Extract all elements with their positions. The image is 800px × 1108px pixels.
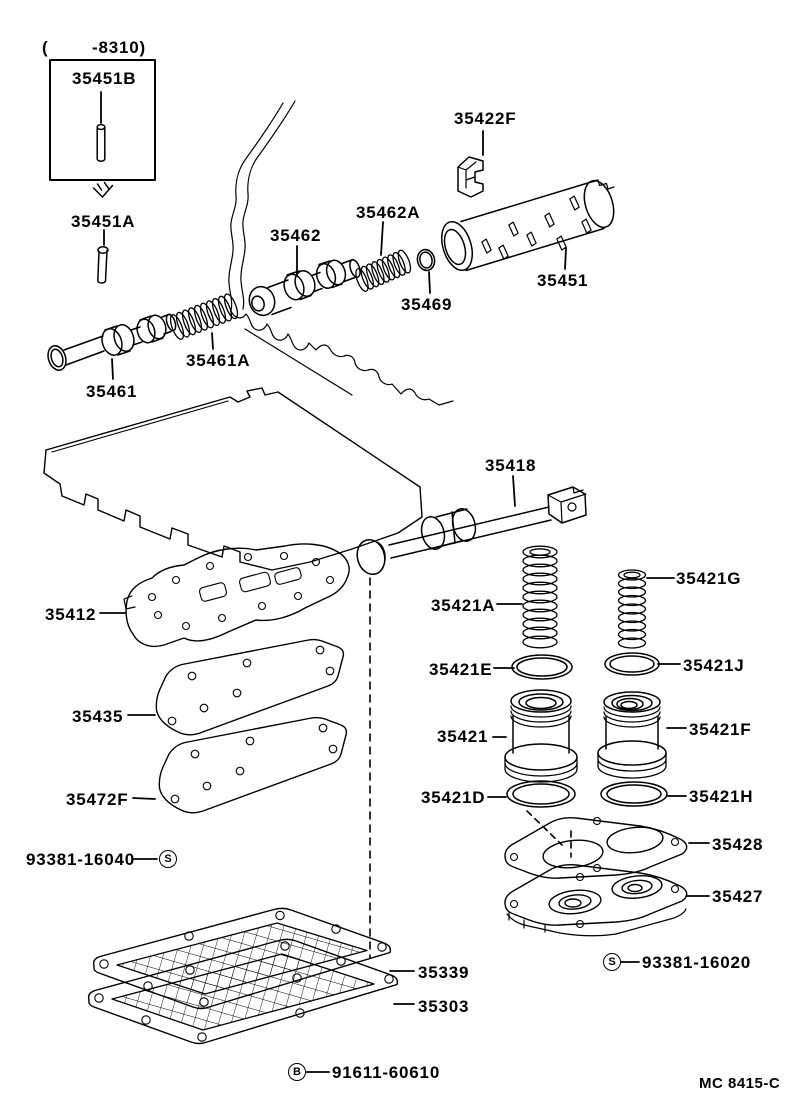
part-drawing-35469 (416, 248, 437, 272)
part-drawing-35427 (505, 865, 687, 936)
part-drawing-35421E (512, 655, 572, 679)
fastener-mark-b-60610: B (288, 1063, 306, 1081)
fastener-mark-s-16040: S (159, 850, 177, 868)
part-drawing-35421F (598, 692, 666, 778)
part-label-35418: 35418 (485, 456, 537, 475)
part-drawing-35421G (619, 570, 646, 648)
part-label-35339: 35339 (418, 963, 470, 982)
part-label-35435: 35435 (72, 707, 124, 726)
part-label-35472f: 35472F (66, 790, 129, 809)
part-drawing-35418 (353, 487, 586, 577)
part-label-35469: 35469 (401, 295, 453, 314)
part-label-35421j: 35421J (683, 656, 745, 675)
part-label-35421h: 35421H (689, 787, 754, 806)
upper-valve-body (44, 388, 422, 570)
part-label-35462a: 35462A (356, 203, 421, 222)
part-drawing-35421H (601, 782, 667, 806)
part-label-35461a: 35461A (186, 351, 251, 370)
part-label-35421: 35421 (437, 727, 489, 746)
part-drawing-35421D (507, 781, 575, 807)
part-drawing-35422F (458, 157, 483, 197)
part-label-35303: 35303 (418, 997, 470, 1016)
part-label-35451: 35451 (537, 271, 589, 290)
variant-range-code: -8310) (92, 38, 146, 57)
fastener-mark-s-16020: S (603, 953, 621, 971)
part-label-35428: 35428 (712, 835, 764, 854)
part-label-35451b: 35451B (72, 69, 137, 88)
part-label-35422f: 35422F (454, 109, 517, 128)
part-drawing-35472F (159, 718, 346, 813)
variant-open-paren: ( (42, 38, 49, 57)
part-drawing-35435 (156, 640, 343, 735)
assembly-dashed-lines (370, 578, 571, 958)
part-label-35421f: 35421F (689, 720, 752, 739)
part-label-91611-60610: 91611-60610 (332, 1063, 441, 1082)
part-label-35421a: 35421A (431, 596, 496, 615)
part-drawing-35461A (168, 292, 240, 340)
part-drawing-35451 (436, 177, 619, 274)
part-label-93381-16040: 93381-16040 (26, 850, 136, 869)
part-drawing-35421A (523, 546, 557, 648)
part-label-93381-16020: 93381-16020 (642, 953, 752, 972)
part-label-35461: 35461 (86, 382, 138, 401)
part-drawing-35421 (505, 690, 577, 782)
part-label-35421d: 35421D (421, 788, 486, 807)
part-label-35412: 35412 (45, 605, 97, 624)
variant-box-art (50, 60, 155, 283)
part-label-35427: 35427 (712, 887, 764, 906)
doc-code: MC 8415-C (699, 1075, 781, 1092)
part-drawing-35462A (353, 249, 413, 293)
part-label-35451a: 35451A (71, 212, 136, 231)
part-label-35462: 35462 (270, 226, 322, 245)
part-label-35421e: 35421E (429, 660, 493, 679)
down-arrow-icon (94, 183, 113, 198)
part-drawing-35461 (45, 313, 177, 373)
part-drawing-35412 (124, 544, 349, 646)
part-drawing-35421J (605, 653, 659, 675)
part-drawing-35462 (246, 258, 362, 319)
part-label-35421g: 35421G (676, 569, 742, 588)
